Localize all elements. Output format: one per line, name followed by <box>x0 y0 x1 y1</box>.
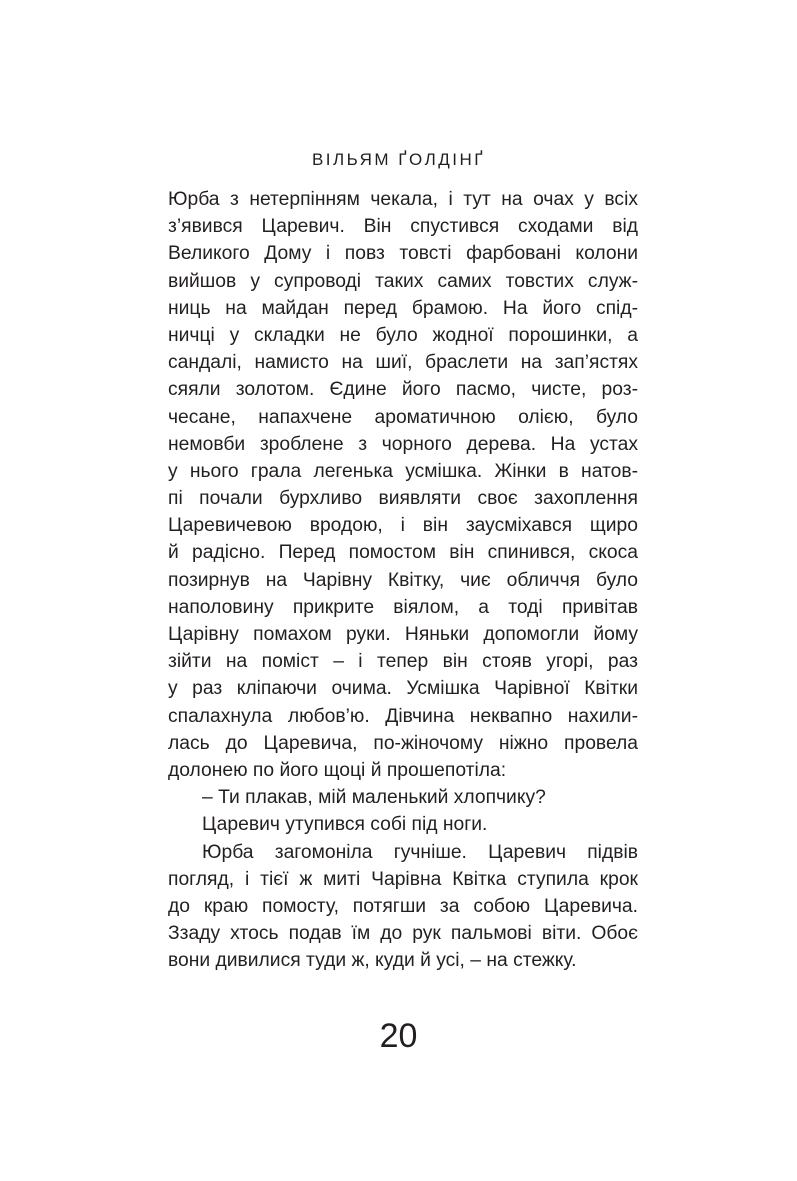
text-line: немовби зроблене з чорного дерева. На устах <box>168 433 638 455</box>
text-line: вони дивилися туди ж, куди й усі, – на стежку. <box>168 950 577 972</box>
text-line: долонею по його щоці й прошепотіла: <box>168 759 507 781</box>
page-number: 20 <box>379 1017 418 1055</box>
text-line: погляд, і тієї ж миті Чарівна Квітка ступила крок <box>168 868 638 890</box>
text-line: сяяли золотом. Єдине його пасмо, чисте, роз- <box>168 379 638 401</box>
dialogue-line: – Ти плакав, мій маленький хлопчику? <box>202 787 546 809</box>
body-text <box>168 186 638 974</box>
text-line: лась до Царевича, по-жіночому ніжно провела <box>168 732 638 754</box>
text-line: Царівну помахом руки. Няньки допомогли йому <box>168 624 638 645</box>
text-line: Ззаду хтось подав їм до рук пальмові віти. Обоє <box>168 923 638 945</box>
text-line: позирнув на Чарівну Квітку, чиє обличчя було <box>168 569 638 591</box>
text-line: Великого Дому і повз товсті фарбовані колони <box>168 243 638 265</box>
paragraph-line: Царевич утупився собі під ноги. <box>202 814 488 836</box>
text-line: ниць на майдан перед брамою. На його спід- <box>168 297 638 319</box>
running-head-author: ВІЛЬЯМ ҐОЛДІНҐ <box>311 150 486 169</box>
text-line: наполовину прикрите віялом, а тоді привітав <box>168 596 638 618</box>
text-line: з’явився Царевич. Він спустився сходами від <box>168 216 638 238</box>
text-line: спалахнула любов’ю. Дівчина неквапно нахили- <box>168 705 638 727</box>
text-line: вийшов у супроводі таких самих товстих служ- <box>168 270 638 292</box>
text-line: пі почали бурхливо виявляти своє захоплення <box>168 488 638 510</box>
text-line: зійти на поміст – і тепер він стояв угорі, раз <box>168 651 638 673</box>
text-line: у раз кліпаючи очима. Усмішка Чарівної Квітки <box>168 678 638 700</box>
text-line: й радісно. Перед помостом він спинився, скоса <box>168 542 638 564</box>
text-line: у нього грала легенька усмішка. Жінки в натов- <box>168 460 638 482</box>
text-line: Юрба з нетерпінням чекала, і тут на очах у всіх <box>168 189 638 210</box>
paragraph-first-line: Юрба загомоніла гучніше. Царевич підвів <box>202 841 638 863</box>
text-line: до краю помосту, потягши за собою Царевича. <box>168 895 638 917</box>
text-line: чесане, напахчене ароматичною олією, було <box>168 406 638 428</box>
text-line: ничці у складки не було жодної порошинки, а <box>168 324 638 346</box>
text-line: Царевичевою вродою, і він заусміхався щиро <box>168 515 638 537</box>
text-line: сандалі, намисто на шиї, браслети на зап’ястях <box>168 352 638 374</box>
